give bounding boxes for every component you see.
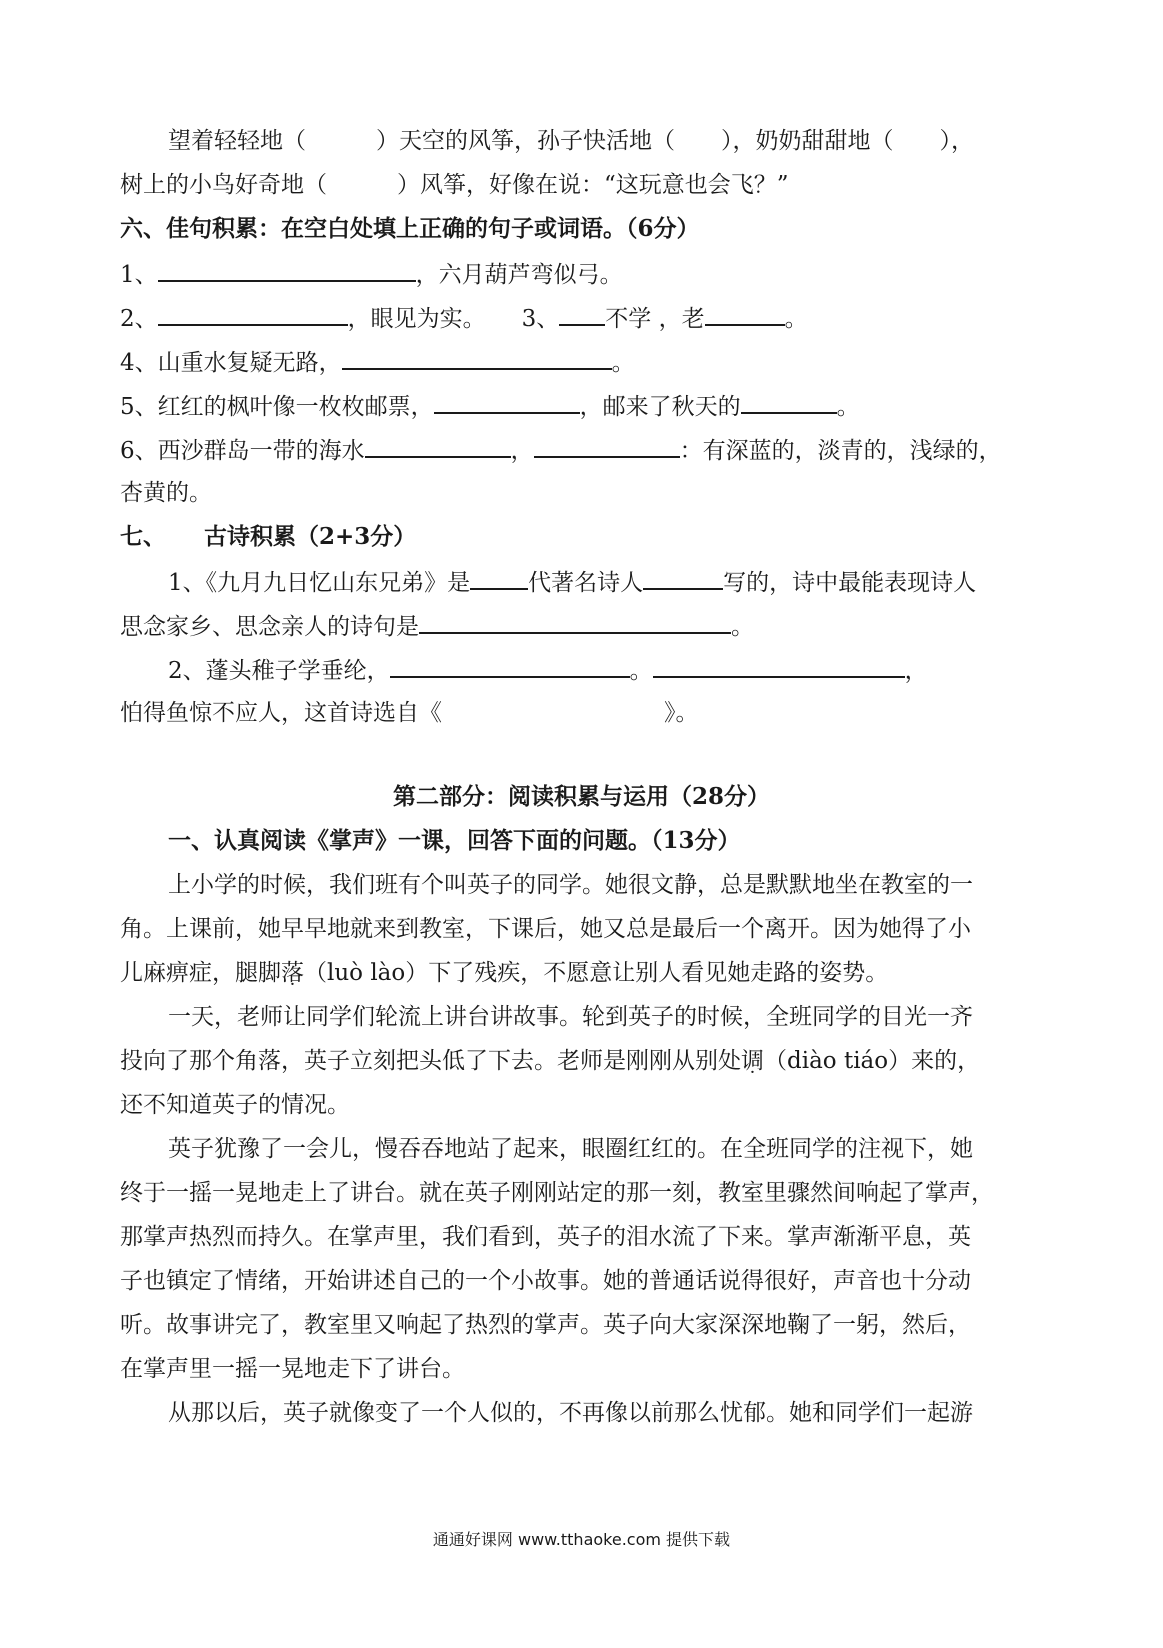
- text: ，六月葫芦弯似弓。: [415, 262, 623, 288]
- text: 。: [731, 614, 754, 640]
- answer-blank[interactable]: [158, 302, 348, 326]
- answer-blank[interactable]: [559, 302, 605, 326]
- text: 不学 ，老: [605, 306, 705, 332]
- answer-blank[interactable]: [653, 654, 905, 678]
- text: 4、山重水复疑无路，: [120, 350, 342, 376]
- passage-line: [120, 1046, 980, 1076]
- passage-line: 英子犹豫了一会儿，慢吞吞地站了起来，眼圈红红的。在全班同学的注视下，她: [168, 1136, 973, 1162]
- s6-q5: [120, 390, 860, 422]
- text: 投向了那个角落，英子立刻把头低了下去。老师是刚刚从别处: [120, 1048, 741, 1074]
- passage-line: 在掌声里一摇一晃地走下了讲台。: [120, 1356, 465, 1382]
- section-7-title: [120, 522, 416, 552]
- answer-blank[interactable]: [534, 434, 680, 458]
- text: 。: [836, 394, 860, 420]
- s5-line-2: [120, 170, 789, 200]
- text: 代著名诗人: [528, 570, 644, 596]
- answer-blank[interactable]: [705, 302, 785, 326]
- s5-line-1: [168, 126, 974, 156]
- s7-q2-line1: [168, 654, 928, 686]
- answer-blank[interactable]: [741, 390, 837, 414]
- part-2-q1-title: 一、认真阅读《掌声》一课，回答下面的问题。（13分）: [168, 827, 741, 854]
- s6-q2-q3: [120, 302, 808, 334]
- passage-line: 上小学的时候，我们班有个叫英子的同学。她很文静，总是默默地坐在教室的一: [168, 872, 973, 898]
- text: 。: [629, 658, 653, 684]
- text: ：有深蓝的，淡青的，浅绿的，: [679, 438, 1002, 464]
- text: 3、: [521, 306, 560, 332]
- text: ）天空的风筝，孙子快活地（: [376, 128, 675, 154]
- text: ，: [904, 658, 928, 684]
- s6-q6: [120, 434, 1002, 466]
- passage-line: 还不知道英子的情况。: [120, 1092, 350, 1118]
- s7-q1-line1: [168, 566, 976, 598]
- s7-q1-line2: [120, 610, 754, 642]
- part-2-title: 第二部分：阅读积累与运用（28分）: [392, 783, 770, 810]
- text: 1、《九月九日忆山东兄弟》是: [168, 570, 471, 596]
- text: 。: [611, 350, 635, 376]
- answer-blank[interactable]: [158, 258, 416, 282]
- text: ）风筝，好像在说：“这玩意也会飞？”: [397, 172, 789, 198]
- text: 思念家乡、思念亲人的诗句是: [120, 614, 419, 640]
- text: 1、: [120, 262, 158, 288]
- text: 怕得鱼惊不应人，这首诗选自《: [120, 700, 442, 726]
- text: 6、西沙群岛一带的海水: [120, 438, 365, 464]
- text: 5、红红的枫叶像一枚枚邮票，: [120, 394, 434, 420]
- text: ），: [939, 128, 974, 154]
- text: 2、蓬头稚子学垂纶，: [168, 658, 390, 684]
- text: ，邮来了秋天的: [579, 394, 741, 420]
- text: 古诗积累（2+3分）: [204, 523, 417, 550]
- answer-blank[interactable]: [342, 346, 612, 370]
- answer-blank[interactable]: [643, 566, 723, 590]
- text: 七、: [120, 523, 166, 550]
- dotted-char: 落: [281, 960, 304, 986]
- s6-q4: [120, 346, 635, 378]
- answer-blank[interactable]: [470, 566, 528, 590]
- answer-blank[interactable]: [365, 434, 511, 458]
- passage-line: 听。故事讲完了，教室里又响起了热烈的掌声。英子向大家深深地鞠了一躬，然后，: [120, 1312, 971, 1338]
- passage-line: 一天，老师让同学们轮流上讲台讲故事。轮到英子的时候，全班同学的目光一齐: [168, 1004, 973, 1030]
- text: （diào tiáo）来的，: [764, 1048, 981, 1074]
- text: （luò lào）下了残疾，不愿意让别人看见她走路的姿势。: [304, 960, 889, 986]
- s7-q2-line2: [120, 698, 699, 728]
- answer-blank[interactable]: [419, 610, 731, 634]
- text: ），奶奶甜甜地（: [721, 128, 894, 154]
- text: 写的，诗中最能表现诗人: [723, 570, 977, 596]
- text: 。: [784, 306, 808, 332]
- answer-blank[interactable]: [434, 390, 580, 414]
- text: 儿麻痹症，腿脚: [120, 960, 281, 986]
- s6-q1: [120, 258, 623, 290]
- page-footer: 通通好课网 www.tthaoke.com 提供下载: [432, 1530, 731, 1549]
- passage-line: 那掌声热烈而持久。在掌声里，我们看到，英子的泪水流了下来。掌声渐渐平息，英: [120, 1224, 971, 1250]
- dotted-char: 调: [741, 1048, 764, 1074]
- passage-line: 终于一摇一晃地走上了讲台。就在英子刚刚站定的那一刻，教室里骤然间响起了掌声，: [120, 1180, 994, 1206]
- text: 望着轻轻地（: [168, 128, 306, 154]
- passage-line: 子也镇定了情绪，开始讲述自己的一个小故事。她的普通话说得很好，声音也十分动: [120, 1268, 971, 1294]
- text: ，: [510, 438, 534, 464]
- s6-q6-cont: 杏黄的。: [120, 480, 212, 506]
- text: ，眼见为实。: [347, 306, 486, 332]
- section-6-title: 六、佳句积累：在空白处填上正确的句子或词语。（6分）: [120, 215, 700, 242]
- answer-blank[interactable]: [390, 654, 630, 678]
- passage-line: [120, 958, 888, 988]
- passage-line: 角。上课前，她早早地就来到教室，下课后，她又总是最后一个离开。因为她得了小: [120, 916, 971, 942]
- passage-line: 从那以后，英子就像变了一个人似的，不再像以前那么忧郁。她和同学们一起游: [168, 1400, 973, 1426]
- text: 》。: [664, 700, 699, 726]
- text: 2、: [120, 306, 158, 332]
- text: 树上的小鸟好奇地（: [120, 172, 327, 198]
